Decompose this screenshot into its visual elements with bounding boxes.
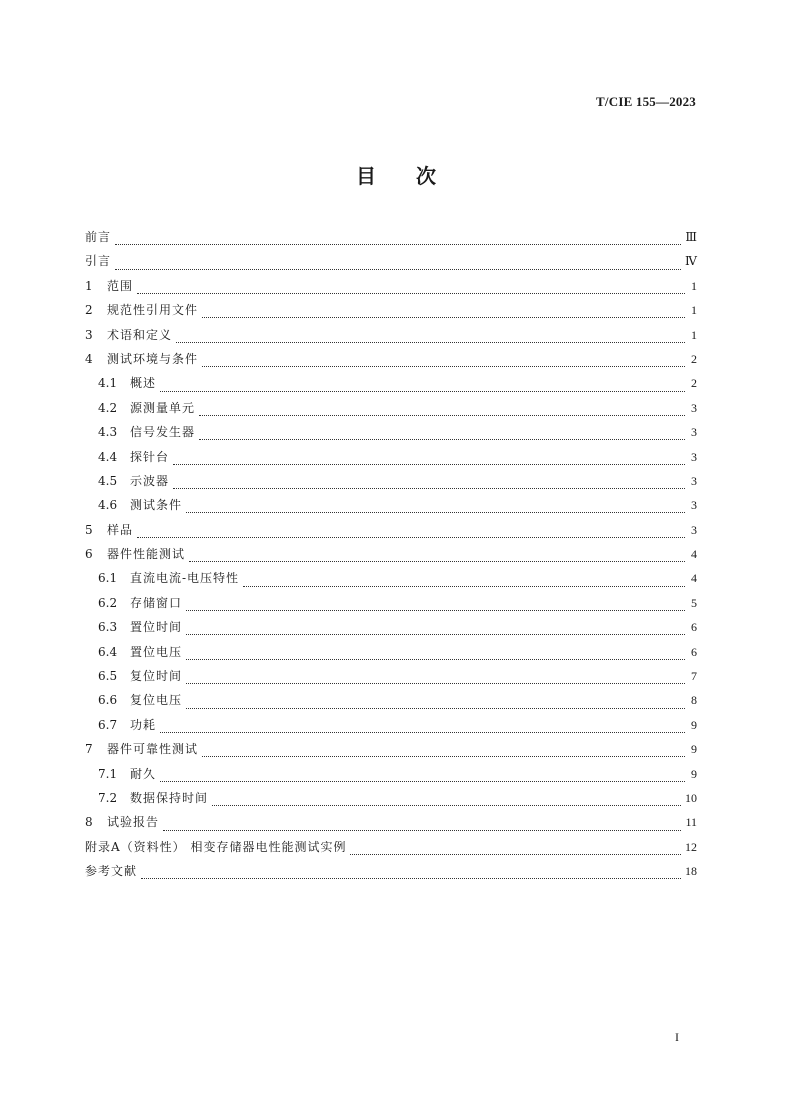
toc-entry-number: 7 bbox=[85, 742, 93, 757]
toc-entry[interactable] bbox=[85, 790, 697, 814]
toc-entry-page: 10 bbox=[685, 790, 697, 805]
toc-entry-number: 4 bbox=[85, 351, 93, 366]
toc-entry[interactable] bbox=[85, 546, 697, 570]
toc-entry-number: 4.5 bbox=[98, 473, 118, 488]
toc-entry-number: 4.1 bbox=[98, 376, 118, 391]
toc-entry-number: 4.2 bbox=[98, 400, 118, 415]
toc-dot-leader bbox=[137, 292, 685, 294]
toc-dot-leader bbox=[186, 658, 685, 660]
toc-entry-label: 示波器 bbox=[130, 473, 170, 488]
toc-entry[interactable] bbox=[85, 302, 697, 326]
toc-entry-page: 3 bbox=[691, 522, 697, 537]
toc-entry-label: 置位时间 bbox=[130, 620, 183, 635]
toc-entry-label: 探针台 bbox=[130, 449, 170, 464]
toc-dot-leader bbox=[173, 463, 685, 465]
toc-dot-leader bbox=[141, 877, 681, 879]
page-number: I bbox=[675, 1030, 679, 1044]
toc-entry-label: 直流电流-电压特性 bbox=[130, 571, 240, 586]
toc-dot-leader bbox=[115, 268, 681, 270]
toc-entry[interactable] bbox=[85, 424, 697, 448]
toc-entry-page: 1 bbox=[691, 327, 697, 342]
toc-dot-leader bbox=[115, 243, 681, 245]
toc-dot-leader bbox=[243, 585, 685, 587]
toc-entry-number: 6.3 bbox=[98, 620, 118, 635]
toc-entry-number: 6 bbox=[85, 547, 93, 562]
toc-dot-leader bbox=[160, 780, 685, 782]
toc-entry-label: 测试环境与条件 bbox=[107, 351, 199, 366]
toc-entry-label: 功耗 bbox=[130, 717, 157, 732]
toc-dot-leader bbox=[160, 731, 685, 733]
toc-entry[interactable] bbox=[85, 839, 697, 863]
toc-dot-leader bbox=[186, 682, 685, 684]
toc-entry[interactable] bbox=[85, 570, 697, 594]
toc-entry-label: 概述 bbox=[130, 376, 157, 391]
toc-entry-page: 3 bbox=[691, 449, 697, 464]
toc-entry[interactable] bbox=[85, 327, 697, 351]
toc-entry-page: 3 bbox=[691, 400, 697, 415]
toc-entry-number: 7.1 bbox=[98, 766, 118, 781]
toc-entry-label: 器件可靠性测试 bbox=[107, 742, 199, 757]
toc-entry[interactable] bbox=[85, 619, 697, 643]
toc-entry-label: 附录A（资料性） 相变存储器电性能测试实例 bbox=[85, 839, 347, 854]
toc-entry-page: 6 bbox=[691, 644, 697, 659]
toc-entry[interactable] bbox=[85, 668, 697, 692]
toc-entry[interactable] bbox=[85, 741, 697, 765]
toc-entry[interactable] bbox=[85, 497, 697, 521]
toc-entry[interactable] bbox=[85, 595, 697, 619]
toc-entry-page: 9 bbox=[691, 717, 697, 732]
toc-dot-leader bbox=[189, 560, 685, 562]
toc-entry-page: 3 bbox=[691, 473, 697, 488]
toc-entry-number: 3 bbox=[85, 327, 93, 342]
toc-entry-page: 11 bbox=[685, 815, 697, 830]
toc-entry-number: 6.5 bbox=[98, 669, 118, 684]
toc-entry-page: 5 bbox=[691, 595, 697, 610]
toc-dot-leader bbox=[137, 536, 685, 538]
toc-entry-number: 6.7 bbox=[98, 717, 118, 732]
toc-entry-page: Ⅲ bbox=[685, 230, 697, 244]
toc-dot-leader bbox=[163, 829, 681, 831]
toc-entry-label: 信号发生器 bbox=[130, 425, 196, 440]
toc-entry[interactable] bbox=[85, 644, 697, 668]
toc-entry-page: 7 bbox=[691, 669, 697, 684]
toc-entry-page: 18 bbox=[685, 864, 697, 879]
toc-dot-leader bbox=[160, 390, 685, 392]
toc-dot-leader bbox=[199, 438, 685, 440]
toc-entry-label: 耐久 bbox=[130, 766, 157, 781]
toc-entry-number: 6.6 bbox=[98, 693, 118, 708]
toc-entry[interactable] bbox=[85, 253, 697, 277]
toc-entry-label: 规范性引用文件 bbox=[107, 303, 199, 318]
toc-entry-page: 3 bbox=[691, 425, 697, 440]
toc-title: 目次 bbox=[356, 164, 476, 188]
toc-dot-leader bbox=[202, 316, 685, 318]
toc-entry[interactable] bbox=[85, 717, 697, 741]
toc-entry-label: 复位时间 bbox=[130, 669, 183, 684]
toc-entry-label: 参考文献 bbox=[85, 864, 138, 879]
toc-entry-page: 9 bbox=[691, 742, 697, 757]
toc-dot-leader bbox=[350, 853, 681, 855]
toc-entry-label: 前言 bbox=[85, 230, 112, 244]
toc-entry-label: 数据保持时间 bbox=[130, 790, 209, 805]
toc-entry-number: 4.4 bbox=[98, 449, 118, 464]
toc-entry-number: 1 bbox=[85, 278, 93, 293]
toc-dot-leader bbox=[212, 804, 681, 806]
toc-entry[interactable] bbox=[85, 766, 697, 790]
toc-entry-label: 样品 bbox=[107, 522, 134, 537]
toc-dot-leader bbox=[186, 707, 685, 709]
toc-entry-number: 8 bbox=[85, 815, 93, 830]
toc-entry-page: 1 bbox=[691, 303, 697, 318]
table-of-contents bbox=[85, 229, 697, 888]
toc-entry-page: 8 bbox=[691, 693, 697, 708]
toc-entry-number: 2 bbox=[85, 303, 93, 318]
toc-entry-number: 4.3 bbox=[98, 425, 118, 440]
toc-entry-label: 复位电压 bbox=[130, 693, 183, 708]
toc-entry[interactable] bbox=[85, 814, 697, 838]
toc-entry-page: Ⅳ bbox=[685, 254, 697, 269]
toc-dot-leader bbox=[186, 633, 685, 635]
toc-entry-page: 1 bbox=[691, 278, 697, 293]
toc-dot-leader bbox=[202, 755, 685, 757]
toc-entry-number: 5 bbox=[85, 522, 93, 537]
toc-dot-leader bbox=[186, 511, 685, 513]
toc-entry-page: 6 bbox=[691, 620, 697, 635]
toc-entry-number: 4.6 bbox=[98, 498, 118, 513]
toc-entry[interactable] bbox=[85, 375, 697, 399]
toc-entry-label: 范围 bbox=[107, 278, 134, 293]
toc-entry-number: 7.2 bbox=[98, 790, 118, 805]
toc-entry-label: 源测量单元 bbox=[130, 400, 196, 415]
toc-entry-page: 2 bbox=[691, 351, 697, 366]
toc-entry-number: 6.1 bbox=[98, 571, 118, 586]
toc-entry[interactable] bbox=[85, 400, 697, 424]
toc-entry[interactable] bbox=[85, 522, 697, 546]
toc-entry-label: 试验报告 bbox=[107, 815, 160, 830]
toc-entry-label: 术语和定义 bbox=[107, 327, 173, 342]
document-code: T/CIE 155—2023 bbox=[596, 94, 696, 109]
toc-entry[interactable] bbox=[85, 449, 697, 473]
toc-entry-page: 4 bbox=[691, 547, 697, 562]
toc-entry-page: 3 bbox=[691, 498, 697, 513]
toc-entry-page: 4 bbox=[691, 571, 697, 586]
toc-entry[interactable] bbox=[85, 351, 697, 375]
toc-entry-label: 测试条件 bbox=[130, 498, 183, 513]
toc-entry-number: 6.2 bbox=[98, 595, 118, 610]
toc-entry[interactable] bbox=[85, 473, 697, 497]
toc-entry[interactable] bbox=[85, 863, 697, 887]
toc-dot-leader bbox=[173, 487, 685, 489]
toc-entry[interactable] bbox=[85, 278, 697, 302]
toc-entry-number: 6.4 bbox=[98, 644, 118, 659]
toc-entry-label: 器件性能测试 bbox=[107, 547, 186, 562]
toc-entry-page: 2 bbox=[691, 376, 697, 391]
toc-entry-page: 9 bbox=[691, 766, 697, 781]
toc-entry[interactable] bbox=[85, 229, 697, 253]
toc-entry-page: 12 bbox=[685, 839, 697, 854]
toc-dot-leader bbox=[176, 341, 685, 343]
toc-dot-leader bbox=[199, 414, 685, 416]
toc-entry-label: 置位电压 bbox=[130, 644, 183, 659]
toc-entry-label: 存储窗口 bbox=[130, 595, 183, 610]
toc-dot-leader bbox=[186, 609, 685, 611]
toc-dot-leader bbox=[202, 365, 685, 367]
toc-entry-label: 引言 bbox=[85, 254, 112, 269]
toc-entry[interactable] bbox=[85, 692, 697, 716]
